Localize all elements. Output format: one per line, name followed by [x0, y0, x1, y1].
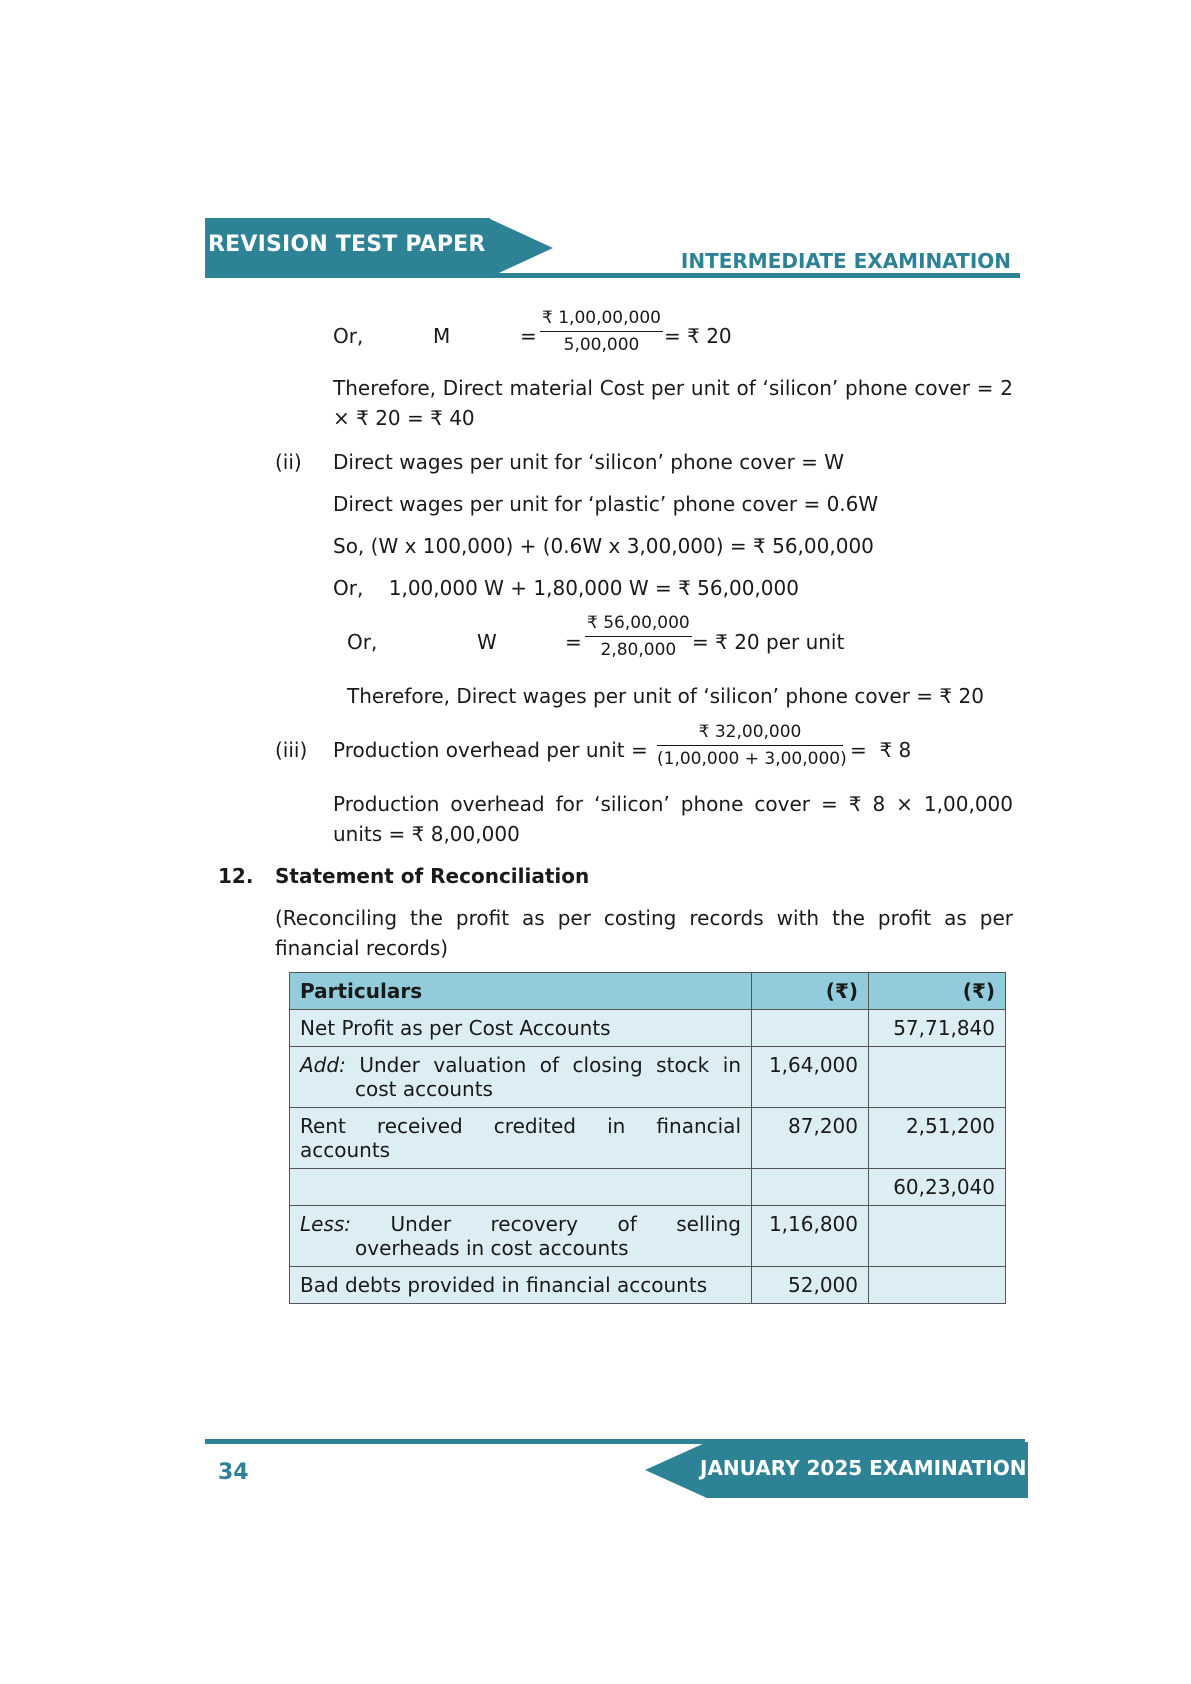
iii-denominator: (1,00,000 + 3,00,000) [657, 749, 847, 769]
m-equals: = [520, 324, 537, 348]
row-amount-2 [869, 1206, 1006, 1267]
dm-text-line1: Therefore, Direct material Cost per unit of ‘silicon’ phone cover = 2 [333, 376, 1013, 400]
w-denominator: 2,80,000 [600, 640, 677, 660]
row-amount-2: 60,23,040 [869, 1169, 1006, 1206]
row-text-cont: accounts [300, 1138, 391, 1162]
iii-result: = ₹ 8 [850, 738, 912, 762]
po-text-line2: units = ₹ 8,00,000 [333, 822, 520, 846]
w-variable: W [477, 630, 497, 654]
footer-exam-label: JANUARY 2025 EXAMINATION [700, 1456, 1027, 1480]
intro-line1: (Reconciling the profit as per costing records with the profit as per [275, 906, 1013, 930]
row-text: Under recovery of selling [351, 1212, 741, 1236]
w-or-label: Or, [347, 630, 378, 654]
row-particulars [290, 1169, 752, 1206]
dw-text-line: Therefore, Direct wages per unit of ‘silicon’ phone cover = ₹ 20 [347, 684, 984, 708]
table-row [290, 1206, 1006, 1267]
w-equals: = [565, 630, 582, 654]
header-particulars: Particulars [290, 973, 752, 1010]
row-amount-1: 87,200 [752, 1108, 869, 1169]
table-row [290, 1169, 1006, 1206]
row-prefix: Add: [300, 1053, 346, 1077]
page-number: 34 [218, 1460, 249, 1485]
footer-arrow-shape [645, 1442, 707, 1498]
row-text-cont: overheads in cost accounts [355, 1236, 629, 1260]
m-variable: M [433, 324, 451, 348]
row-amount-1: 1,64,000 [752, 1047, 869, 1108]
ii-line-2: Direct wages per unit for ‘plastic’ phone cover = 0.6W [333, 492, 879, 516]
header-left-title: REVISION TEST PAPER [208, 232, 486, 257]
row-amount-1 [752, 1010, 869, 1047]
row-text: Rent received credited in financial [300, 1114, 741, 1138]
dm-text-line2: × ₹ 20 = ₹ 40 [333, 406, 475, 430]
table-row [290, 1047, 1006, 1108]
row-text-cont: cost accounts [355, 1077, 493, 1101]
iii-numerator: ₹ 32,00,000 [657, 722, 843, 746]
item-ii-marker: (ii) [275, 450, 302, 474]
m-or-label: Or, [333, 324, 364, 348]
row-text: Under valuation of closing stock in [345, 1053, 741, 1077]
table-row [290, 1108, 1006, 1169]
ii-line-3: So, (W x 100,000) + (0.6W x 3,00,000) = ₹ 56,00,000 [333, 534, 874, 558]
row-particulars: Net Profit as per Cost Accounts [290, 1010, 752, 1047]
row-amount-2 [869, 1267, 1006, 1304]
m-denominator: 5,00,000 [563, 335, 640, 355]
w-result: = ₹ 20 per unit [692, 630, 845, 654]
intro-line2: financial records) [275, 936, 449, 960]
row-amount-2: 57,71,840 [869, 1010, 1006, 1047]
table-header-row [290, 973, 1006, 1010]
header-arrow-shape [488, 218, 553, 278]
row-amount-2 [869, 1047, 1006, 1108]
header-amount-2: (₹) [869, 973, 1006, 1010]
table-row [290, 1267, 1006, 1304]
header-right-title: INTERMEDIATE EXAMINATION [680, 249, 1011, 273]
iii-lead-text: Production overhead per unit = [333, 738, 648, 762]
row-amount-1: 52,000 [752, 1267, 869, 1304]
iii-fraction [657, 722, 847, 769]
po-text-line1: Production overhead for ‘silicon’ phone cover = ₹ 8 × 1,00,000 [333, 792, 1013, 816]
w-numerator: ₹ 56,00,000 [585, 613, 692, 637]
row-particulars: Bad debts provided in financial accounts [290, 1267, 752, 1304]
header-amount-1: (₹) [752, 973, 869, 1010]
w-fraction [585, 613, 692, 660]
row-prefix: Less: [300, 1212, 352, 1236]
item-iii-marker: (iii) [275, 738, 308, 762]
reconciliation-table [289, 972, 1006, 1304]
table-row [290, 1010, 1006, 1047]
row-amount-1: 1,16,800 [752, 1206, 869, 1267]
ii-line-1: Direct wages per unit for ‘silicon’ phone cover = W [333, 450, 845, 474]
header-rule [205, 273, 1020, 278]
row-particulars [290, 1206, 752, 1267]
m-result: = ₹ 20 [664, 324, 732, 348]
row-particulars [290, 1108, 752, 1169]
row-particulars [290, 1047, 752, 1108]
m-fraction [540, 308, 663, 355]
ii-line-4: Or, 1,00,000 W + 1,80,000 W = ₹ 56,00,000 [333, 576, 799, 600]
row-amount-1 [752, 1169, 869, 1206]
question-title: Statement of Reconciliation [275, 864, 590, 888]
m-numerator: ₹ 1,00,00,000 [540, 308, 663, 332]
row-amount-2: 2,51,200 [869, 1108, 1006, 1169]
question-number: 12. [218, 864, 254, 888]
